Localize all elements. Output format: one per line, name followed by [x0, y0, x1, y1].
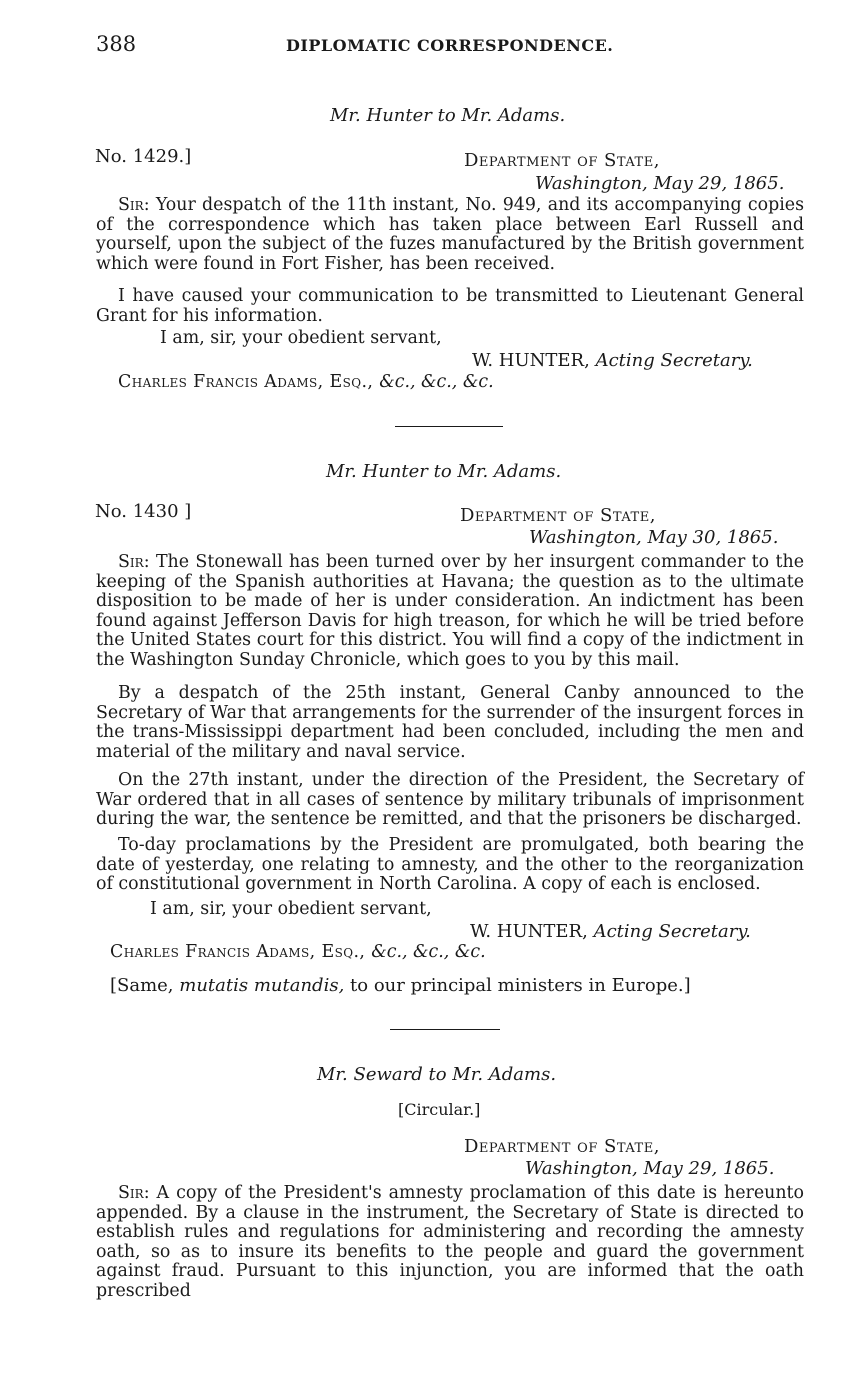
letter2-addressee-name: Charles Francis Adams, Esq., [110, 942, 366, 962]
letter1-salutation: Sir: [118, 195, 150, 215]
letter2-paragraph-1 [96, 553, 804, 671]
letter1-signature [472, 350, 753, 371]
letter1-department: Department of State, [464, 150, 660, 171]
letter1-signer-title: Acting Secretary. [595, 350, 753, 371]
letter2-addressee-etc: &c., &c., &c. [371, 942, 486, 962]
note-italic: mutatis mutandis, [179, 975, 345, 996]
letter1-paragraph-2: I have caused your communication to be transmitted to Lieutenant General Grant for his information. [96, 286, 804, 326]
letter1-number: No. 1429.] [95, 146, 192, 167]
letter1-addressee-name: Charles Francis Adams, Esq., [118, 372, 374, 392]
section-divider [390, 1029, 500, 1030]
letter3-paragraph-1 [96, 1184, 804, 1302]
letter1-addressee-etc: &c., &c., &c. [379, 372, 494, 392]
letter2-department: Department of State, [460, 505, 656, 526]
letter2-paragraph-2: By a despatch of the 25th instant, General Canby announced to the Secretary of War that arrangements for the surrender of the insurgent forces in the trans-Mississippi department had been concluded, including the men and material of the military and naval service. [96, 683, 804, 762]
letter2-closing: I am, sir, your obedient servant, [150, 899, 432, 919]
letter2-p1-text: The Stonewall has been turned over by her insurgent commander to the keeping of the Spanish authorities at Havana; the question as to the ultimate disposition to be made of her is under consideration. An indictment has been found against Jefferson Davis for high treason, for which he will be tried before the United States court for this district. You will find a copy of the indictment in the Washington Sunday Chronicle, which goes to you by this mail. [96, 552, 804, 670]
letter1-date: May 29, 1865. [653, 173, 785, 194]
letter1-addressee [118, 372, 494, 392]
letter2-place-date [529, 527, 778, 548]
letter3-salutation: Sir: [118, 1183, 150, 1203]
letter1-place: Washington, [535, 173, 648, 194]
letter1-place-date [535, 173, 784, 194]
section-divider [395, 426, 503, 427]
letter3-place-date [525, 1158, 774, 1179]
letter3-date: May 29, 1865. [643, 1158, 775, 1179]
running-title: DIPLOMATIC CORRESPONDENCE. [286, 36, 614, 55]
letter2-signature [470, 921, 751, 942]
letter2-salutation: Sir: [118, 552, 150, 572]
letter1-paragraph-1 [96, 196, 804, 274]
letter2-signer: W. HUNTER, [470, 921, 588, 942]
letter2-addressee [110, 942, 486, 962]
note-suffix: to our principal ministers in Europe.] [350, 975, 691, 996]
letter2-date: May 30, 1865. [647, 527, 779, 548]
letter1-heading: Mr. Hunter to Mr. Adams. [330, 105, 566, 126]
letter2-heading: Mr. Hunter to Mr. Adams. [326, 461, 562, 482]
letter3-heading: Mr. Seward to Mr. Adams. [317, 1064, 557, 1085]
distribution-note [110, 975, 691, 996]
letter2-paragraph-3: On the 27th instant, under the direction of the President, the Secretary of War ordered that in all cases of sentence by military tribunals of imprisonment during the war, the sentence be remitted, and that the prisoners be discharged. [96, 770, 804, 830]
letter2-place: Washington, [529, 527, 642, 548]
letter3-department: Department of State, [464, 1136, 660, 1157]
letter1-closing: I am, sir, your obedient servant, [160, 328, 442, 348]
letter3-place: Washington, [525, 1158, 638, 1179]
letter3-subheading: [Circular.] [398, 1100, 481, 1119]
letter1-signer: W. HUNTER, [472, 350, 590, 371]
letter3-p1-text: A copy of the President's amnesty proclamation of this date is hereunto appended. By a clause in the instrument, the Secretary of State is directed to establish rules and regulations for administering and recording the amnesty oath, so as to insure its benefits to the people and guard the government against fraud. Pursuant to this injunction, you are informed that the oath prescribed [96, 1183, 805, 1301]
page-number: 388 [96, 32, 137, 56]
letter2-signer-title: Acting Secretary. [593, 921, 751, 942]
letter1-p1-text: Your despatch of the 11th instant, No. 949, and its accompanying copies of the correspondence which has taken place between Earl Russell and yourself, upon the subject of the fuzes manufactured by the British government which were found in Fort Fisher, has been received. [96, 195, 804, 274]
letter2-number: No. 1430 ] [95, 501, 192, 522]
letter2-paragraph-4: To-day proclamations by the President are promulgated, both bearing the date of yesterday, one relating to amnesty, and the other to the reorganization of constitutional government in North Carolina. A copy of each is enclosed. [96, 835, 804, 895]
note-prefix: [Same, [110, 975, 174, 996]
